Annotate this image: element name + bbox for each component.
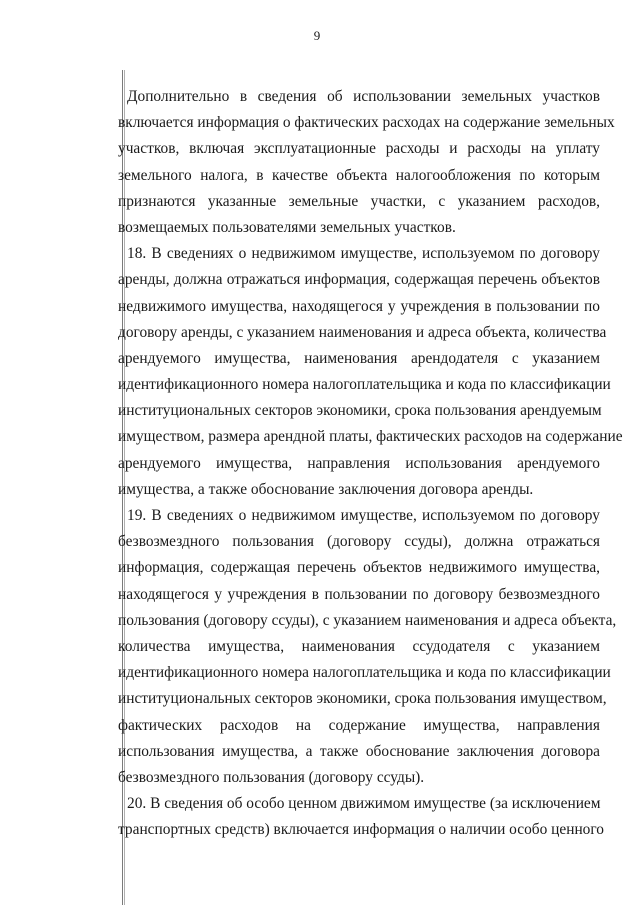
paragraph-land-plots <box>118 84 615 241</box>
paragraph-19-free-use <box>118 503 617 791</box>
text-line: 19. В сведениях о недвижимом имуществе, используемом по договору <box>127 507 600 524</box>
paragraph-18-lease <box>118 241 623 503</box>
text-line: использования имущества, а также обоснование заключения договора <box>118 742 600 760</box>
text-line: Дополнительно в сведения об использовании земельных участков <box>127 88 600 105</box>
text-line: арендуемого имущества, наименования арендодателя с указанием <box>118 349 600 367</box>
text-line: находящегося у учреждения в пользовании по договору безвозмездного <box>118 585 600 603</box>
text-line: договору аренды, с указанием наименования и адреса объекта, количества <box>118 323 607 341</box>
text-line: участков, включая эксплуатационные расходы и расходы на уплату <box>118 140 600 158</box>
text-line: количества имущества, наименования ссудодателя с указанием <box>118 637 600 655</box>
text-line: 20. В сведения об особо ценном движимом имуществе (за исключением <box>127 795 601 813</box>
text-line: институциональных секторов экономики, срока пользования арендуемым <box>118 402 602 420</box>
paragraph-20-movable-property <box>118 791 604 843</box>
text-line: пользования (договору ссуды), с указанием наименования и адреса объекта, <box>118 611 617 629</box>
text-line: транспортных средств) включается информация о наличии особо ценного <box>118 821 604 839</box>
text-line: аренды, должна отражаться информация, содержащая перечень объектов <box>118 271 600 289</box>
text-line: безвозмездного пользования (договору ссуды), должна отражаться <box>118 533 600 551</box>
text-line: земельного налога, в качестве объекта налогообложения по которым <box>118 166 600 184</box>
text-line: идентификационного номера налогоплательщика и кода по классификации <box>118 376 611 394</box>
text-line: имуществом, размера арендной платы, фактических расходов на содержание <box>118 428 623 446</box>
text-line: институциональных секторов экономики, срока пользования имуществом, <box>118 690 607 708</box>
text-line: 18. В сведениях о недвижимом имуществе, используемом по договору <box>127 245 600 263</box>
text-line: фактических расходов на содержание имущества, направления <box>118 716 600 734</box>
text-line: информация, содержащая перечень объектов недвижимого имущества, <box>118 559 600 577</box>
text-line: арендуемого имущества, направления использования арендуемого <box>118 454 600 472</box>
document-body <box>118 84 623 843</box>
text-line: возмещаемых пользователями земельных участков. <box>118 218 456 236</box>
page-number: 9 <box>313 28 321 43</box>
text-line: имущества, а также обоснование заключения договора аренды. <box>118 480 534 498</box>
text-line: недвижимого имущества, находящегося у учреждения в пользовании по <box>118 297 600 315</box>
text-line: идентификационного номера налогоплательщика и кода по классификации <box>118 664 611 682</box>
text-line: признаются указанные земельные участки, с указанием расходов, <box>118 192 600 210</box>
text-line: безвозмездного пользования (договору ссуды). <box>118 768 425 786</box>
text-line: включается информация о фактических расходах на содержание земельных <box>118 114 615 132</box>
